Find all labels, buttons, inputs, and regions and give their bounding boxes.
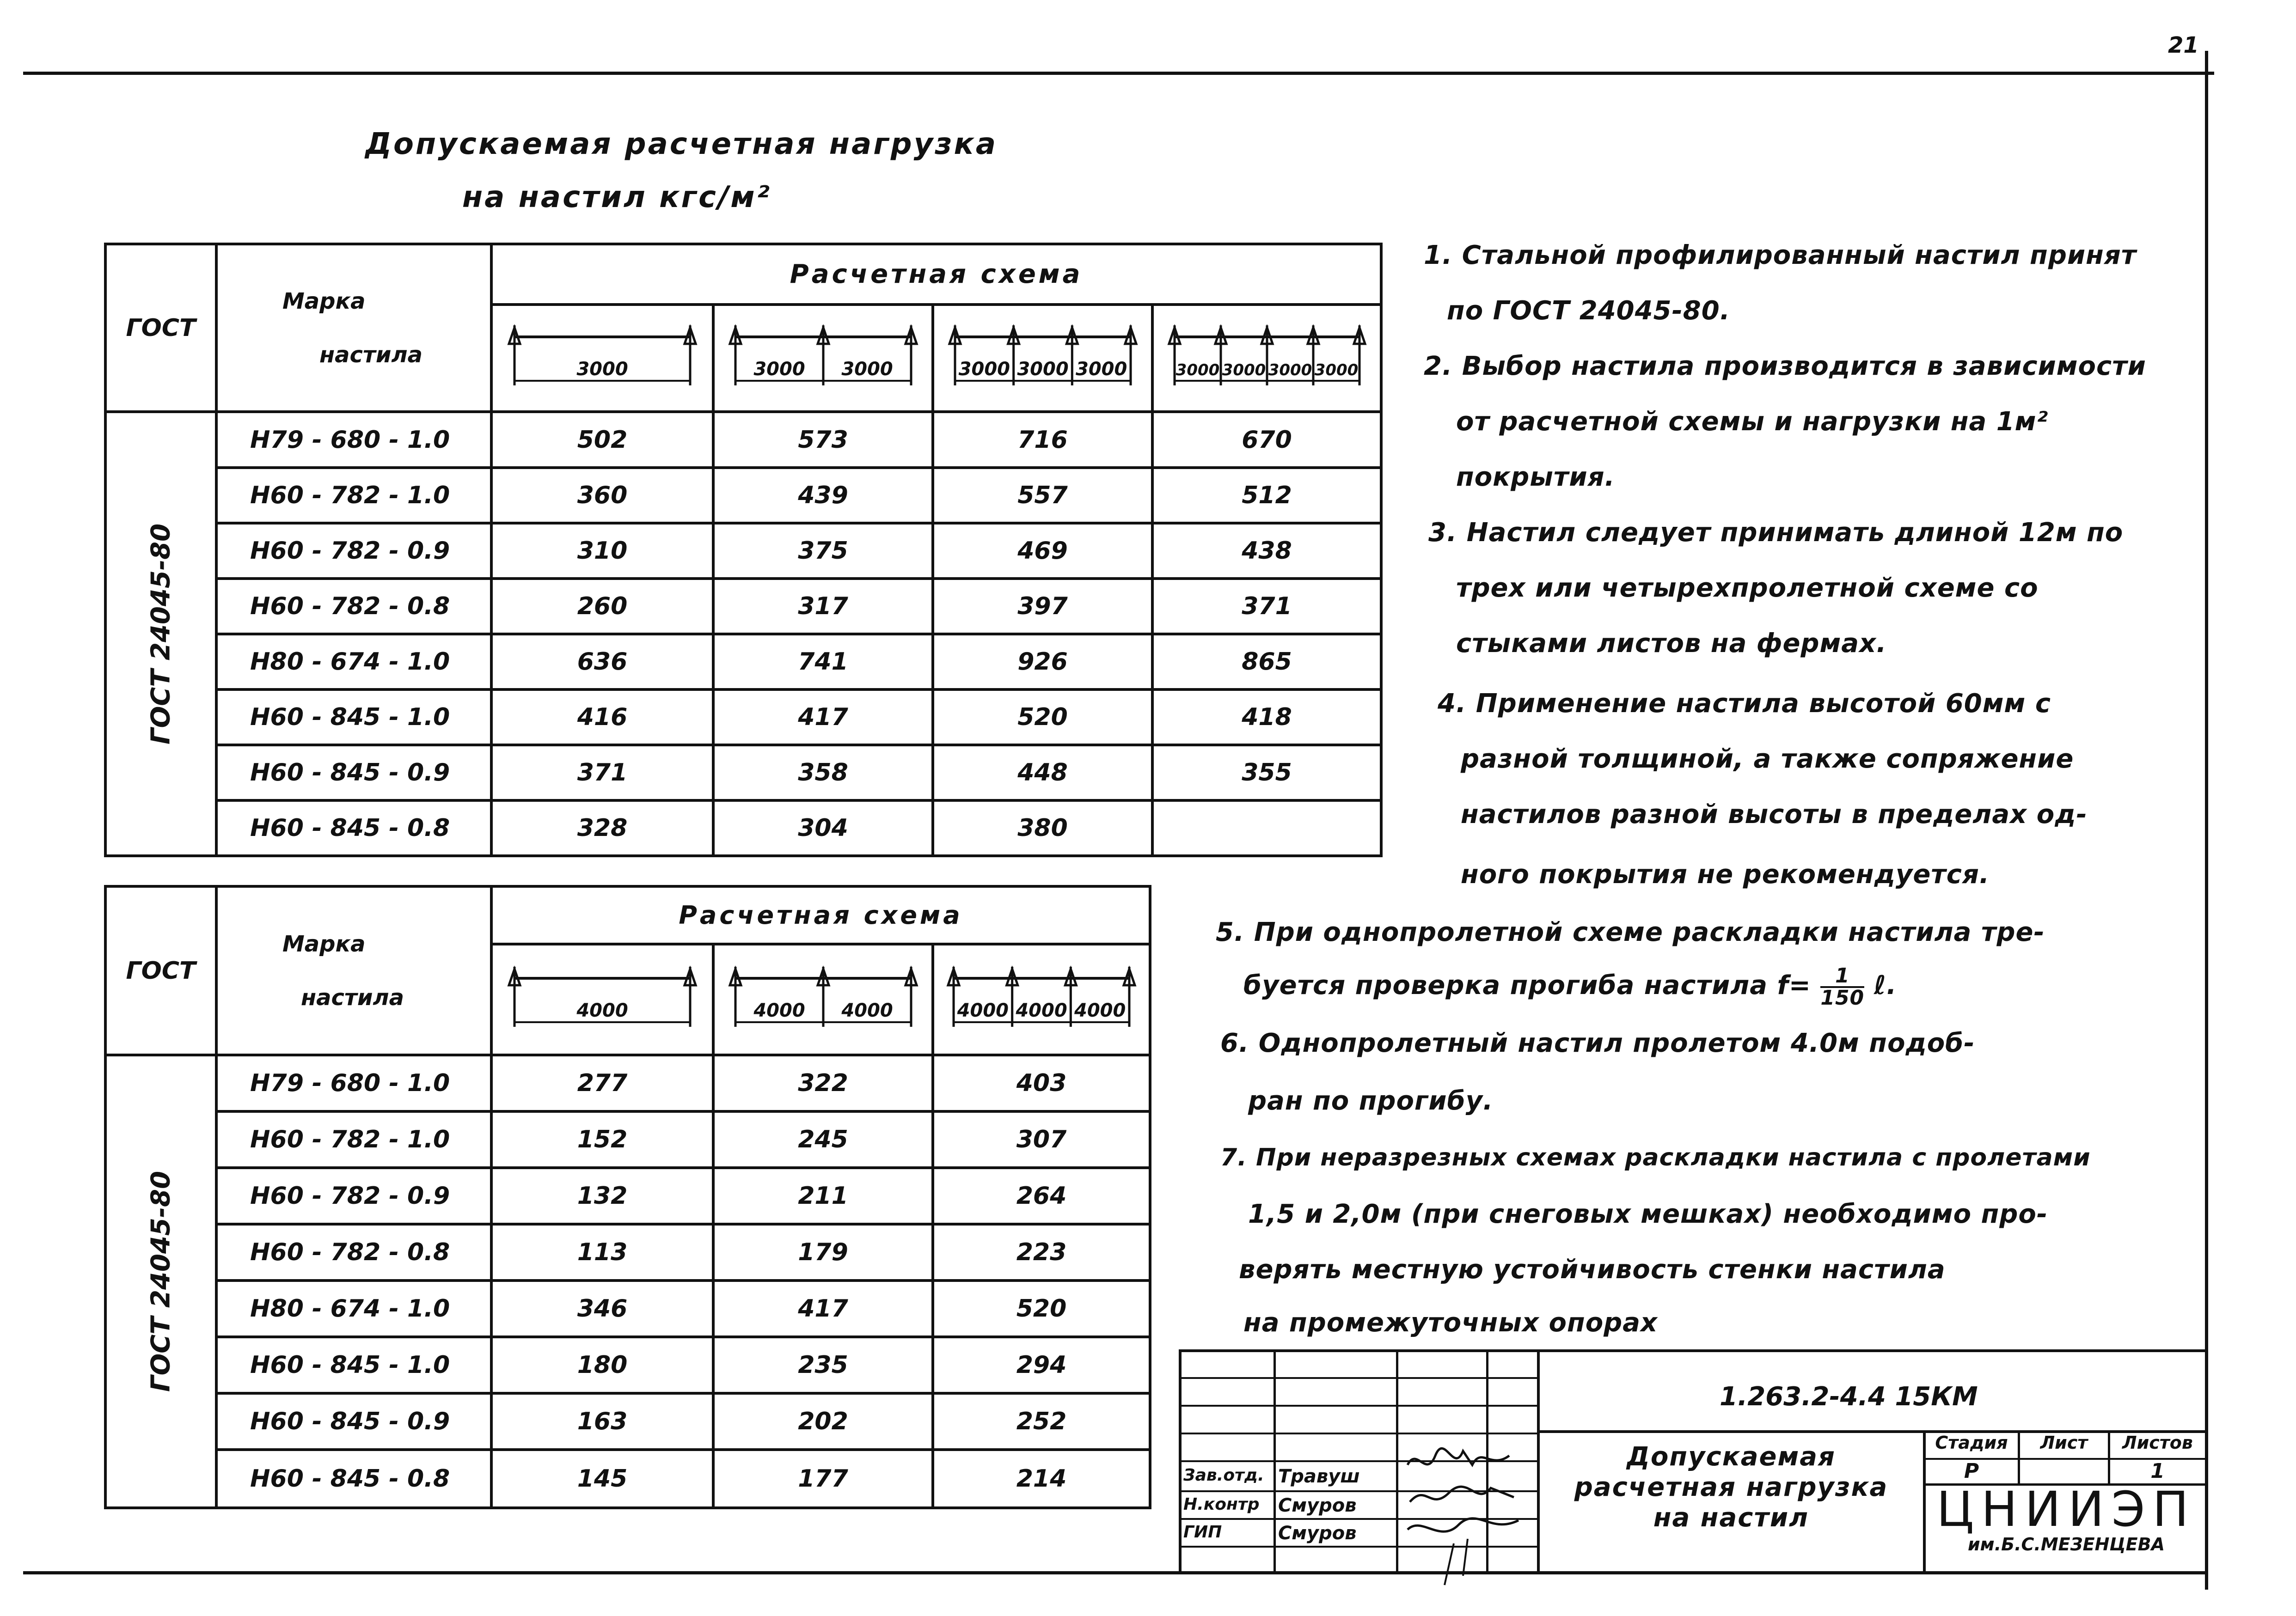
gost-cell: ГОСТ 24045-80 [105,1055,216,1508]
mark-header: Марка настила [216,244,491,412]
signer-role: Зав.отд. [1183,1466,1264,1485]
scheme-header: Расчетная схема [491,244,1381,305]
scheme-1span [491,944,713,1055]
sheet-number: 21 [2168,32,2199,58]
table-cell: 235 [713,1337,933,1393]
table-cell: 355 [1152,745,1381,800]
table-cell: 865 [1152,634,1381,689]
scheme-support [818,325,829,385]
stage-label: Стадия [1935,1433,2008,1453]
table-cell: 214 [933,1450,1150,1508]
table-row-mark: Н60 - 845 - 1.0 [216,689,491,745]
scheme-support [730,325,741,385]
sheets-value: 1 [2150,1459,2165,1483]
scheme-support [685,967,696,1027]
stamp-grid-line [1179,1405,1539,1407]
scheme-span-label: 4000 [841,1000,893,1021]
organization-name: ЦНИИЭП [1936,1481,2196,1537]
signer-name: Смуров [1278,1523,1357,1544]
deflection-fraction: $\frac{1}{150}$ [1820,964,1865,1010]
gost-cell: ГОСТ 24045-80 [105,412,216,856]
table-cell: 403 [933,1055,1150,1111]
note-line: настилов разной высоты в пределах од- [1461,799,2088,829]
table-cell: 371 [1152,579,1381,634]
table-row-mark: Н79 - 680 - 1.0 [216,412,491,468]
table-cell: 260 [491,579,713,634]
scheme-support [906,325,917,385]
scheme-span-label: 4000 [753,1000,805,1021]
scheme-2span [713,944,933,1055]
table-cell: 328 [491,800,713,856]
table-cell: 223 [933,1224,1150,1281]
note-line: 1,5 и 2,0м (при снеговых мешках) необходимо про- [1248,1199,2048,1229]
note-line: 3. Настил следует принимать длиной 12м по [1428,518,2124,548]
scheme-span-label: 3000 [1016,358,1069,380]
scheme-support [509,325,520,385]
load-table-3000 [104,243,1383,857]
scheme-span-label: 3000 [1314,360,1358,379]
note-line: покрытия. [1456,462,1615,492]
note-line: 5. При однопролетной схеме раскладки настила тре- [1216,917,2045,947]
document-code: 1.263.2-4.4 15КМ [1720,1382,1978,1412]
note-line: 6. Однопролетный настил пролетом 4.0м подоб- [1220,1028,1975,1058]
note-line: верять местную устойчивость стенки настила [1239,1255,1946,1285]
table-cell: 317 [713,579,933,634]
sheet-label: Лист [2040,1433,2088,1453]
table-cell: 180 [491,1337,713,1393]
table-cell: 294 [933,1337,1150,1393]
table-cell: 448 [933,745,1152,800]
table-cell: 163 [491,1393,713,1450]
scheme-span-label: 3000 [1222,360,1266,379]
scheme-3span [933,944,1150,1055]
scheme-support [685,325,696,385]
scheme-1span [491,305,713,412]
note-line: трех или четырехпролетной схеме со [1456,573,2039,603]
table-row-mark: Н60 - 845 - 0.9 [216,745,491,800]
top-frame-line [23,72,2214,75]
scheme-span-label: 3000 [753,358,805,380]
table-cell: 716 [933,412,1152,468]
table-cell: 469 [933,523,1152,579]
table-cell: 177 [713,1450,933,1508]
mark-header: Марка настила [216,886,491,1055]
scheme-span-label: 4000 [957,1000,1009,1021]
table-cell: 417 [713,1281,933,1337]
table-row-mark: Н60 - 782 - 0.9 [216,1168,491,1224]
note-line: стыками листов на фермах. [1456,628,1887,659]
scheme-span-label: 3000 [1268,360,1312,379]
table-row-mark: Н60 - 845 - 0.8 [216,1450,491,1508]
table-cell: 358 [713,745,933,800]
table-row-mark: Н80 - 674 - 1.0 [216,1281,491,1337]
scheme-header: Расчетная схема [491,886,1150,944]
table-cell: 346 [491,1281,713,1337]
scheme-span-label: 4000 [1016,1000,1067,1021]
table-row-mark: Н60 - 782 - 0.8 [216,1224,491,1281]
organization-subtitle: им.Б.С.МЕЗЕНЦЕВА [1968,1534,2165,1555]
table-row-mark: Н60 - 845 - 0.9 [216,1393,491,1450]
table-cell: 573 [713,412,933,468]
handwritten-signatures [1398,1437,1537,1590]
note-line: 7. При неразрезных схемах раскладки настила с пролетами [1220,1144,2091,1171]
note-line: ран по прогибу. [1248,1086,1494,1116]
table-cell: 418 [1152,689,1381,745]
scheme-span-label: 3000 [958,358,1010,380]
table-cell: 438 [1152,523,1381,579]
table-cell: 113 [491,1224,713,1281]
note-line: 4. Применение настила высотой 60мм с [1438,689,2051,719]
table-cell: 520 [933,689,1152,745]
table-cell: 380 [933,800,1152,856]
table-cell: 502 [491,412,713,468]
scheme-support [906,967,917,1027]
table-cell: 557 [933,468,1152,523]
note-line: 2. Выбор настила производится в зависимости [1424,351,2146,381]
gost-header: ГОСТ [105,244,216,412]
table-row-mark: Н60 - 845 - 1.0 [216,1337,491,1393]
bottom-frame-line [23,1571,2208,1574]
scheme-support [818,967,829,1027]
table-cell: 307 [933,1111,1150,1168]
signer-role: Н.контр [1183,1495,1260,1514]
note-line: ного покрытия не рекомендуется. [1461,860,1990,890]
scheme-span-label: 4000 [1074,1000,1126,1021]
scheme-span-label: 3000 [1176,360,1219,379]
table-cell: 926 [933,634,1152,689]
scheme-4span [1152,305,1381,412]
scheme-span-label: 3000 [576,358,628,380]
table-cell: 202 [713,1393,933,1450]
table-cell: 264 [933,1168,1150,1224]
page-title: Допускаемая расчетная нагрузка [365,127,998,161]
table-row-mark: Н60 - 845 - 0.8 [216,800,491,856]
table-cell: 322 [713,1055,933,1111]
table-row-mark: Н60 - 782 - 1.0 [216,468,491,523]
signer-role: ГИП [1183,1523,1222,1542]
note-line: от расчетной схемы и нагрузки на 1м² [1456,407,2049,437]
table-row-mark: Н79 - 680 - 1.0 [216,1055,491,1111]
table-cell: 416 [491,689,713,745]
table-cell: 132 [491,1168,713,1224]
table-row-mark: Н60 - 782 - 0.8 [216,579,491,634]
page-title-units: на настил кгс/м² [462,180,771,214]
stamp-grid-line [1923,1430,1926,1573]
scheme-support [509,967,520,1027]
table-cell: 375 [713,523,933,579]
scheme-support [730,967,741,1027]
table-cell: 277 [491,1055,713,1111]
table-cell [1152,800,1381,856]
table-cell: 310 [491,523,713,579]
table-cell: 304 [713,800,933,856]
stamp-grid-line [1179,1433,1539,1434]
right-frame-line [2205,51,2208,1590]
table-cell: 179 [713,1224,933,1281]
table-cell: 439 [713,468,933,523]
document-title: Допускаемая расчетная нагрузка на настил [1574,1442,1888,1533]
table-cell: 145 [491,1450,713,1508]
table-cell: 252 [933,1393,1150,1450]
table-cell: 512 [1152,468,1381,523]
table-cell: 360 [491,468,713,523]
scheme-2span [713,305,933,412]
gost-header: ГОСТ [105,886,216,1055]
table-cell: 670 [1152,412,1381,468]
note-line: по ГОСТ 24045-80. [1447,296,1731,326]
table-cell: 371 [491,745,713,800]
table-row-mark: Н60 - 782 - 1.0 [216,1111,491,1168]
table-cell: 397 [933,579,1152,634]
note-line: 1. Стальной профилированный настил принят [1424,240,2137,270]
stamp-top-line [1179,1349,2207,1352]
table-row-mark: Н80 - 674 - 1.0 [216,634,491,689]
stage-value: Р [1964,1459,1979,1483]
sheets-label: Листов [2122,1433,2193,1453]
signer-name: Травуш [1278,1466,1360,1487]
signer-name: Смуров [1278,1495,1357,1516]
note-line: разной толщиной, а также сопряжение [1461,744,2074,774]
scheme-3span [933,305,1152,412]
table-cell: 211 [713,1168,933,1224]
note-line: буется проверка прогиба настила f= $\frac{1}{150}$ ℓ. [1243,964,1897,1010]
table-cell: 245 [713,1111,933,1168]
scheme-span-label: 4000 [576,1000,628,1021]
table-cell: 417 [713,689,933,745]
note-line: на промежуточных опорах [1243,1308,1658,1338]
stamp-grid-line [1179,1377,1539,1379]
table-row-mark: Н60 - 782 - 0.9 [216,523,491,579]
table-cell: 520 [933,1281,1150,1337]
scheme-span-label: 3000 [1075,358,1127,380]
table-cell: 152 [491,1111,713,1168]
table-cell: 741 [713,634,933,689]
load-table-4000 [104,885,1151,1509]
scheme-span-label: 3000 [841,358,893,380]
table-cell: 636 [491,634,713,689]
